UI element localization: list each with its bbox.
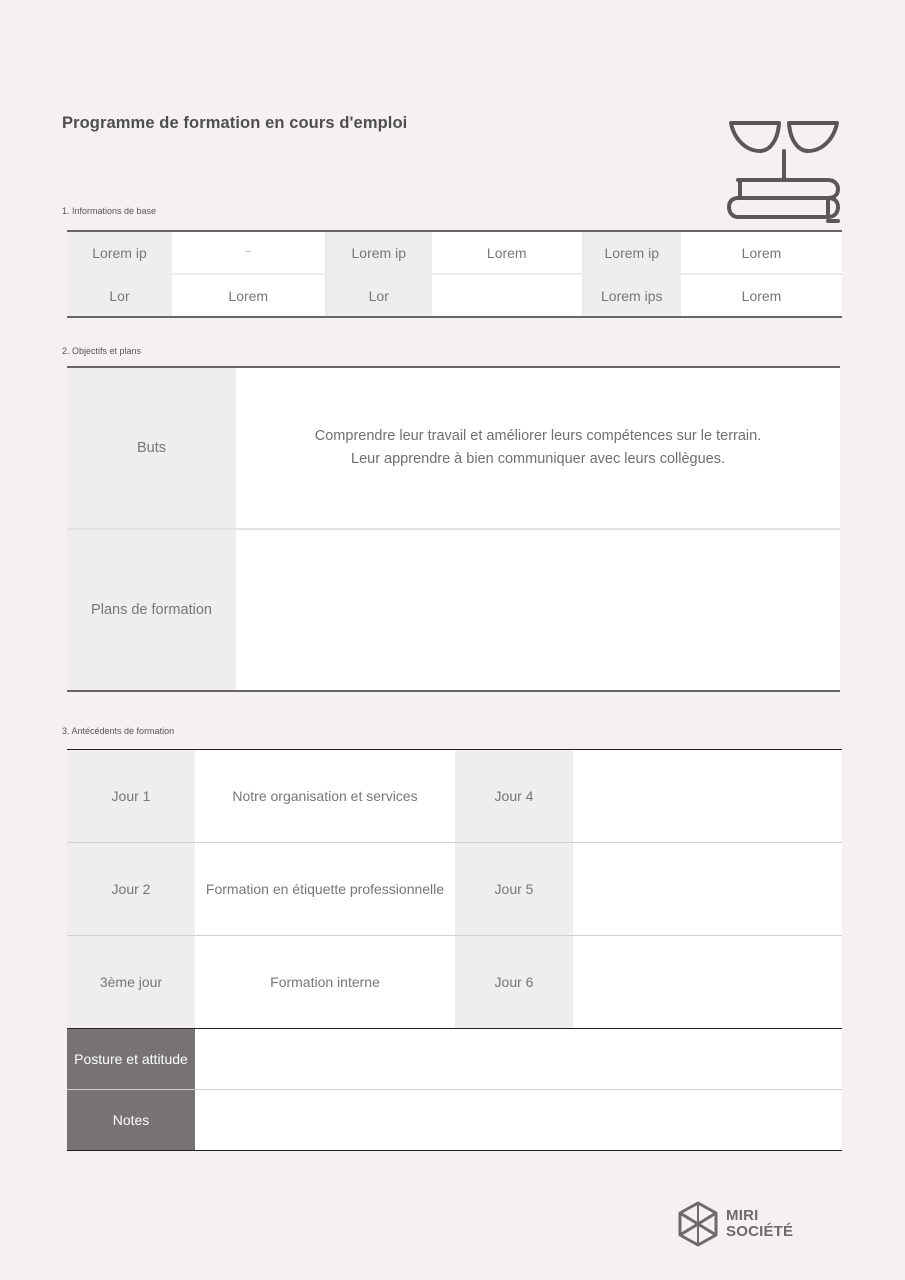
info-label: Lorem ips: [582, 274, 681, 317]
logo-line-2: SOCIÉTÉ: [726, 1223, 794, 1240]
table-row: [67, 750, 842, 843]
attitude-field[interactable]: [195, 1029, 842, 1090]
goals-field[interactable]: [236, 367, 840, 529]
day-value-field[interactable]: [573, 843, 842, 936]
info-value-field[interactable]: Lorem: [432, 231, 582, 274]
training-history-table: [67, 749, 842, 1151]
document-title: Programme de formation en cours d'emploi: [62, 114, 408, 132]
table-row: [67, 936, 842, 1029]
day-label: 3ème jour: [67, 936, 195, 1029]
notes-field[interactable]: [195, 1090, 842, 1151]
hexagon-cube-icon: [676, 1200, 720, 1248]
info-label: Lorem ip: [325, 231, 432, 274]
section-label-objectives: 2. Objectifs et plans: [62, 346, 142, 356]
company-logo: [676, 1200, 793, 1248]
goals-line-2: Leur apprendre à bien communiquer avec leurs collègues.: [351, 451, 725, 467]
day-label: Jour 5: [455, 843, 573, 936]
table-row: [67, 231, 842, 274]
info-value-field[interactable]: [432, 274, 582, 317]
table-row: [67, 1029, 842, 1090]
info-label: Lorem ip: [67, 231, 172, 274]
logo-line-1: MIRI: [726, 1207, 759, 1224]
section-label-basic-info: 1. Informations de base: [62, 206, 157, 216]
plans-label: Plans de formation: [67, 529, 236, 691]
info-value-field[interactable]: ~: [172, 231, 325, 274]
day-label: Jour 4: [455, 750, 573, 843]
table-row: [67, 367, 840, 529]
day-value-field[interactable]: Formation en étiquette professionnelle: [195, 843, 455, 936]
plans-field[interactable]: [236, 529, 840, 691]
day-value-field[interactable]: Notre organisation et services: [195, 750, 455, 843]
attitude-label: Posture et attitude: [67, 1029, 195, 1090]
goals-label: Buts: [67, 367, 236, 529]
info-value-field[interactable]: Lorem: [172, 274, 325, 317]
info-label: Lor: [67, 274, 172, 317]
day-value-field[interactable]: Formation interne: [195, 936, 455, 1029]
day-value-field[interactable]: [573, 936, 842, 1029]
goals-line-1: Comprendre leur travail et améliorer leurs compétences sur le terrain.: [314, 428, 762, 444]
basic-info-table: [67, 230, 842, 318]
day-label: Jour 2: [67, 843, 195, 936]
table-row: [67, 843, 842, 936]
info-label: Lorem ip: [582, 231, 681, 274]
info-value-field[interactable]: Lorem: [681, 274, 842, 317]
plant-on-books-icon: [724, 118, 844, 226]
table-row: [67, 529, 840, 691]
day-label: Jour 1: [67, 750, 195, 843]
day-label: Jour 6: [455, 936, 573, 1029]
section-label-training-history: 3. Antécédents de formation: [62, 726, 175, 736]
day-value-field[interactable]: [573, 750, 842, 843]
notes-label: Notes: [67, 1090, 195, 1151]
info-value-field[interactable]: Lorem: [681, 231, 842, 274]
info-label: Lor: [325, 274, 432, 317]
table-row: [67, 274, 842, 317]
objectives-table: [67, 366, 840, 692]
table-row: [67, 1090, 842, 1151]
